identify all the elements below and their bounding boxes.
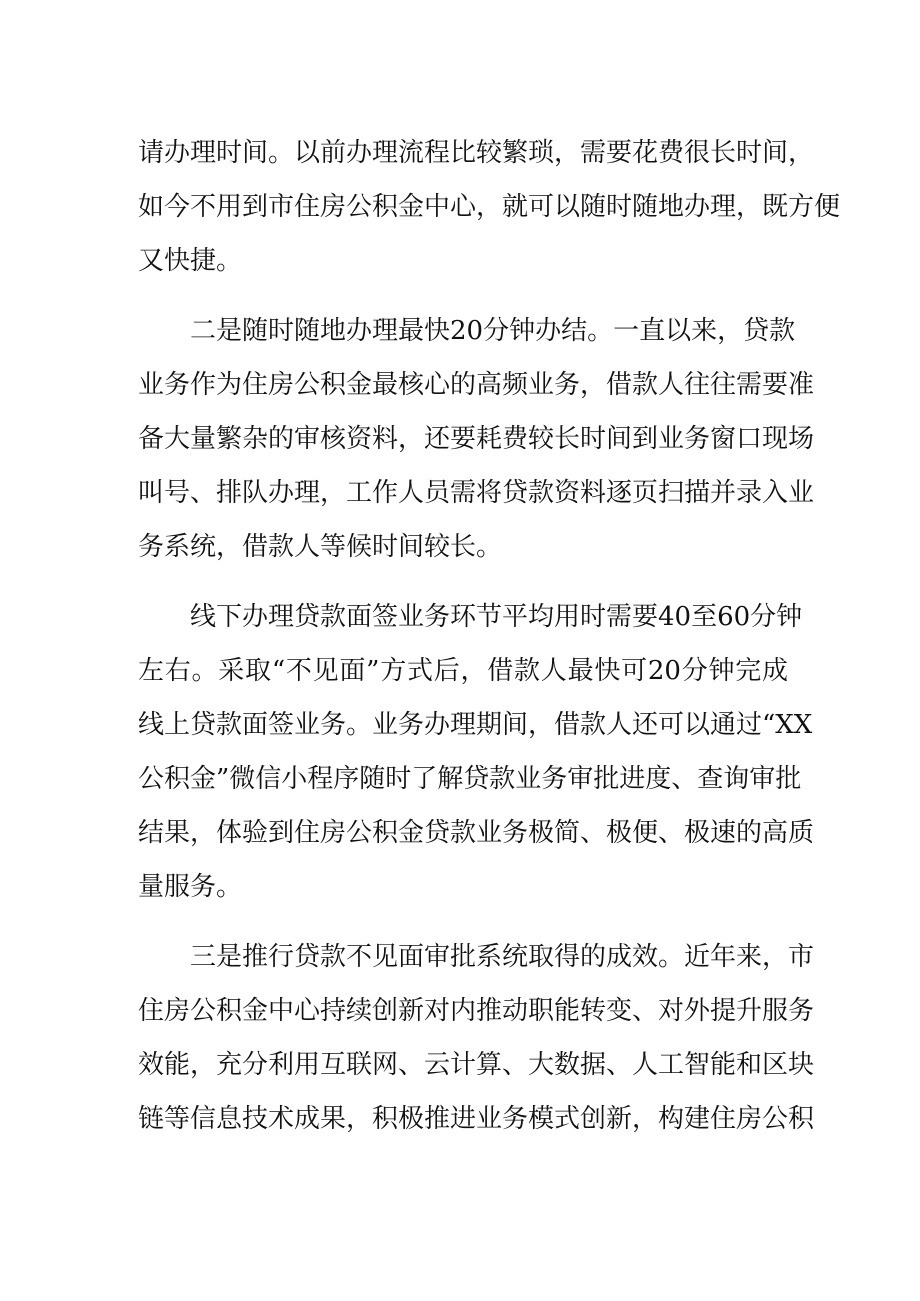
text-line: 链等信息技术成果，积极推进业务模式创新，构建住房公积 <box>138 1104 815 1134</box>
paragraph-gap <box>138 914 788 930</box>
text-line: 效能，充分利用互联网、云计算、大数据、人工智能和区块 <box>138 1050 815 1080</box>
text-line: 业务作为住房公积金最核心的高频业务，借款人往往需要准 <box>138 370 815 400</box>
text-line: 叫号、排队办理，工作人员需将贷款资料逐页扫描并录入业 <box>138 478 815 508</box>
paragraph-gap <box>138 288 788 304</box>
body-text <box>138 126 841 1146</box>
text-line: 三是推行贷款不见面审批系统取得的成效。近年来，市 <box>190 942 815 972</box>
text-line: 二是随时随地办理最快20分钟办结。一直以来，贷款 <box>190 316 796 346</box>
paragraph-gap <box>138 574 788 590</box>
text-line: 备大量繁杂的审核资料，还要耗费较长时间到业务窗口现场 <box>138 424 815 454</box>
text-line: 线下办理贷款面签业务环节平均用时需要40至60分钟 <box>190 602 803 632</box>
text-line: 请办理时间。以前办理流程比较繁琐，需要花费很长时间， <box>138 138 815 168</box>
text-line: 左右。采取“不见面”方式后，借款人最快可20分钟完成 <box>138 656 788 686</box>
text-line: 如今不用到市住房公积金中心，就可以随时随地办理，既方便 <box>138 192 841 222</box>
text-line: 住房公积金中心持续创新对内推动职能转变、对外提升服务 <box>138 996 815 1026</box>
text-line: 又快捷。 <box>138 246 243 276</box>
text-line: 线上贷款面签业务。业务办理期间，借款人还可以通过“XX <box>138 710 813 740</box>
text-line: 公积金”微信小程序随时了解贷款业务审批进度、查询审批 <box>138 764 802 794</box>
text-line: 结果，体验到住房公积金贷款业务极简、极便、极速的高质 <box>138 818 815 848</box>
text-line: 务系统，借款人等候时间较长。 <box>138 532 503 562</box>
text-line: 量服务。 <box>138 872 243 902</box>
